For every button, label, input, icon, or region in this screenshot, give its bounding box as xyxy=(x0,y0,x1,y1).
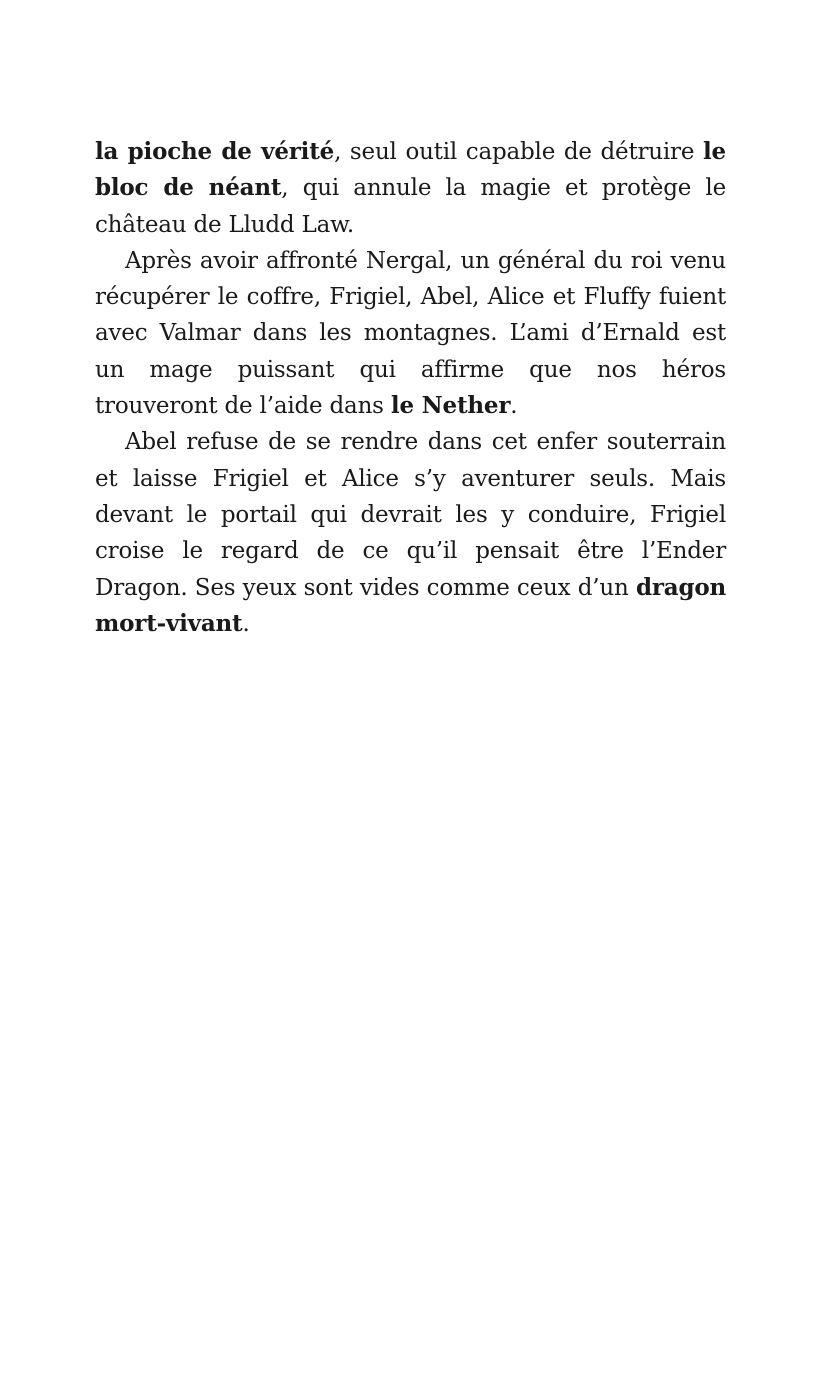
text-run: . xyxy=(242,610,250,637)
bold-term-dragon: dragon mort-vivant xyxy=(95,573,726,637)
bold-term-bloc: le bloc de néant xyxy=(95,138,726,202)
paragraph-3 xyxy=(95,424,726,642)
bold-term-pioche: la pioche de vérité xyxy=(95,138,335,165)
text-run: Abel refuse de se rendre dans cet enfer souterrain et laisse Frigiel et Alice s’y aventurer seuls. Mais devant le portail qui devrait les y conduire, Frigiel croise le regard de ce qu’il pensait être l’Ender Dragon. Ses yeux sont vides comme ceux d’un xyxy=(95,429,726,601)
text-run: . xyxy=(510,393,518,420)
paragraph-2 xyxy=(95,243,726,424)
bold-term-nether: le Nether xyxy=(390,392,511,420)
text-run: , qui annule la magie et protège le château de Lludd Law. xyxy=(95,175,727,238)
page-body xyxy=(95,134,726,642)
text-run: , seul outil capable de détruire xyxy=(334,139,703,165)
paragraph-1 xyxy=(95,134,726,243)
text-run: Après avoir affronté Nergal, un général du roi venu récupérer le coffre, Frigiel, Abel, Alice et Fluffy fuient avec Valmar dans les montagnes. L’ami d’Ernald est un mage puissant qui affirme que nos héros trouveront de l’aide dans xyxy=(95,247,726,420)
